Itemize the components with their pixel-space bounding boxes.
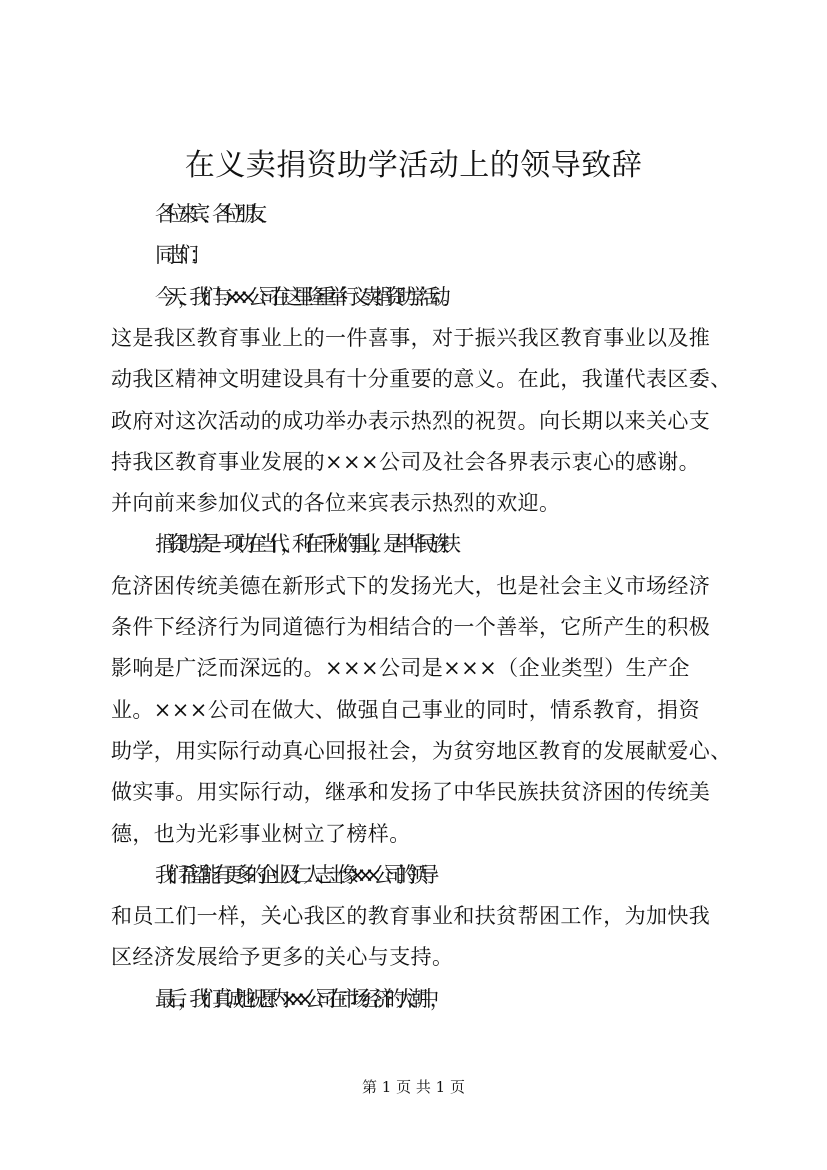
body-line: 这是我区教育事业上的一件喜事，对于振兴我区教育事业以及推 (111, 325, 711, 350)
body-line: 同志们： (155, 243, 201, 268)
body-line: 各位来宾、各位朋友、 (155, 202, 269, 226)
body-line: 最后，我们真诚地祝愿内×××公司在市场经济的大潮中， (155, 986, 442, 1011)
body-line: 动我区精神文明建设具有十分重要的意义。在此，我谨代表区委、 (111, 367, 732, 392)
body-line: 危济困传统美德在新形式下的发扬光大，也是社会主义市场经济 (111, 573, 711, 598)
body-line: 助学，用实际行动真心回报社会，为贫穷地区教育的发展献爱心、 (111, 738, 732, 763)
page-footer: 第 1 页 共 1 页 (362, 1078, 465, 1096)
body-line: 影响是广泛而深远的。×××公司是×××（企业类型）生产企 (111, 656, 690, 681)
body-line: 做实事。用实际行动，继承和发扬了中华民族扶贫济困的传统美 (111, 780, 711, 805)
body-line: 德，也为光彩事业树立了榜样。 (111, 821, 411, 846)
body-line: 政府对这次活动的成功举办表示热烈的祝贺。向长期以来关心支 (111, 408, 711, 433)
body-line: 捐资助学是一项功在当代，利在千秋的事业，是中华民族扶 (155, 532, 452, 557)
page-title: 在义卖捐资助学活动上的领导致辞 (184, 148, 643, 183)
body-line: 条件下经济行为同道德行为相结合的一个善举，它所产生的积极 (111, 615, 711, 639)
body-line: 和员工们一样，关心我区的教育事业和扶贫帮困工作，为加快我 (111, 904, 711, 929)
body-line: 业。×××公司在做大、做强自己事业的同时，情系教育，捐资 (111, 697, 700, 722)
body-line: 持我区教育事业发展的×××公司及社会各界表示衷心的感谢。 (111, 449, 700, 474)
body-line: 我们希望能有更多的企业及仁人志士像×××公司的领导 (155, 862, 430, 887)
body-line: 并向前来参加仪式的各位来宾表示热烈的欢迎。 (111, 491, 561, 516)
body-line: 今天，我们与×××公司在这里隆重举行义卖捐资助学活动。 (155, 284, 453, 309)
body-line: 区经济发展给予更多的关心与支持。 (111, 945, 454, 970)
